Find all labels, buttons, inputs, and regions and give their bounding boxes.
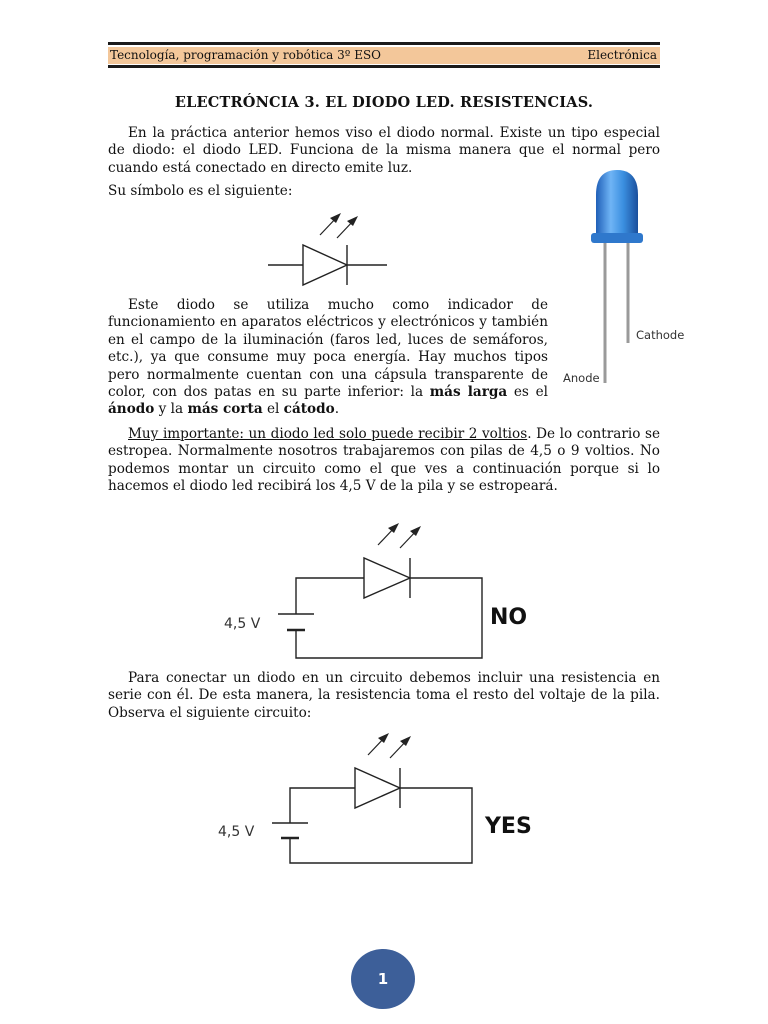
circuit-no-voltage: 4,5 V xyxy=(224,616,261,632)
cathode-label: Cathode xyxy=(636,328,685,342)
intro-paragraph: En la práctica anterior hemos viso el diodo normal. Existe un tipo especial de diodo: el diodo LED. Funciona de la misma manera que el normal pero cuando está conectado en directo emite luz. xyxy=(108,125,660,176)
circuit-yes-diagram xyxy=(214,730,554,870)
usage-paragraph: Este diodo se utiliza mucho como indicador de funcionamiento en aparatos eléctricos y electrónicos y también en el campo de la iluminación (faros led, luces de semáforos, etc.), ya que consume muy poca energía. Hay muchos tipos pero normalmente cuentan con una cápsula transparente de color, con dos patas en su parte inferior: la más larga es el ánodo y la más corta el cátodo. xyxy=(108,297,548,418)
symbol-line: Su símbolo es el siguiente: xyxy=(108,183,293,199)
page-number-badge xyxy=(351,949,415,1009)
warning-underlined: Muy importante: un diodo led solo puede recibir 2 voltios xyxy=(128,426,528,442)
header-course: Tecnología, programación y robótica 3º ESO xyxy=(110,48,382,62)
circuit-yes-verdict: YES xyxy=(485,814,532,839)
warning-paragraph: Muy importante: un diodo led solo puede recibir 2 voltios. De lo contrario se estropea. Normalmente nosotros trabajaremos con pilas de 4,5 o 9 voltios. No podemos montar un circuito como el que ves a continuación porque si lo hacemos el diodo led recibirá los 4,5 V de la pila y se estropeará. xyxy=(108,426,661,495)
document-title: ELECTRÓNCIA 3. EL DIODO LED. RESISTENCIAS. xyxy=(174,94,594,111)
circuit-no-diagram xyxy=(220,518,550,668)
page-header xyxy=(108,42,660,68)
anode-label: Anode xyxy=(563,371,600,385)
header-rule-top xyxy=(108,42,660,45)
circuit-no-verdict: NO xyxy=(490,605,528,630)
header-subject: Electrónica xyxy=(587,48,657,62)
resistor-paragraph: Para conectar un diodo en un circuito debemos incluir una resistencia en serie con él. De esta manera, la resistencia toma el resto del voltaje de la pila. Observa el siguiente circuito: xyxy=(108,670,660,721)
circuit-yes-voltage: 4,5 V xyxy=(218,824,255,840)
led-photo xyxy=(560,165,690,385)
led-symbol-diagram xyxy=(265,210,395,290)
header-rule-bottom xyxy=(108,65,660,68)
page-number: 1 xyxy=(377,970,389,988)
